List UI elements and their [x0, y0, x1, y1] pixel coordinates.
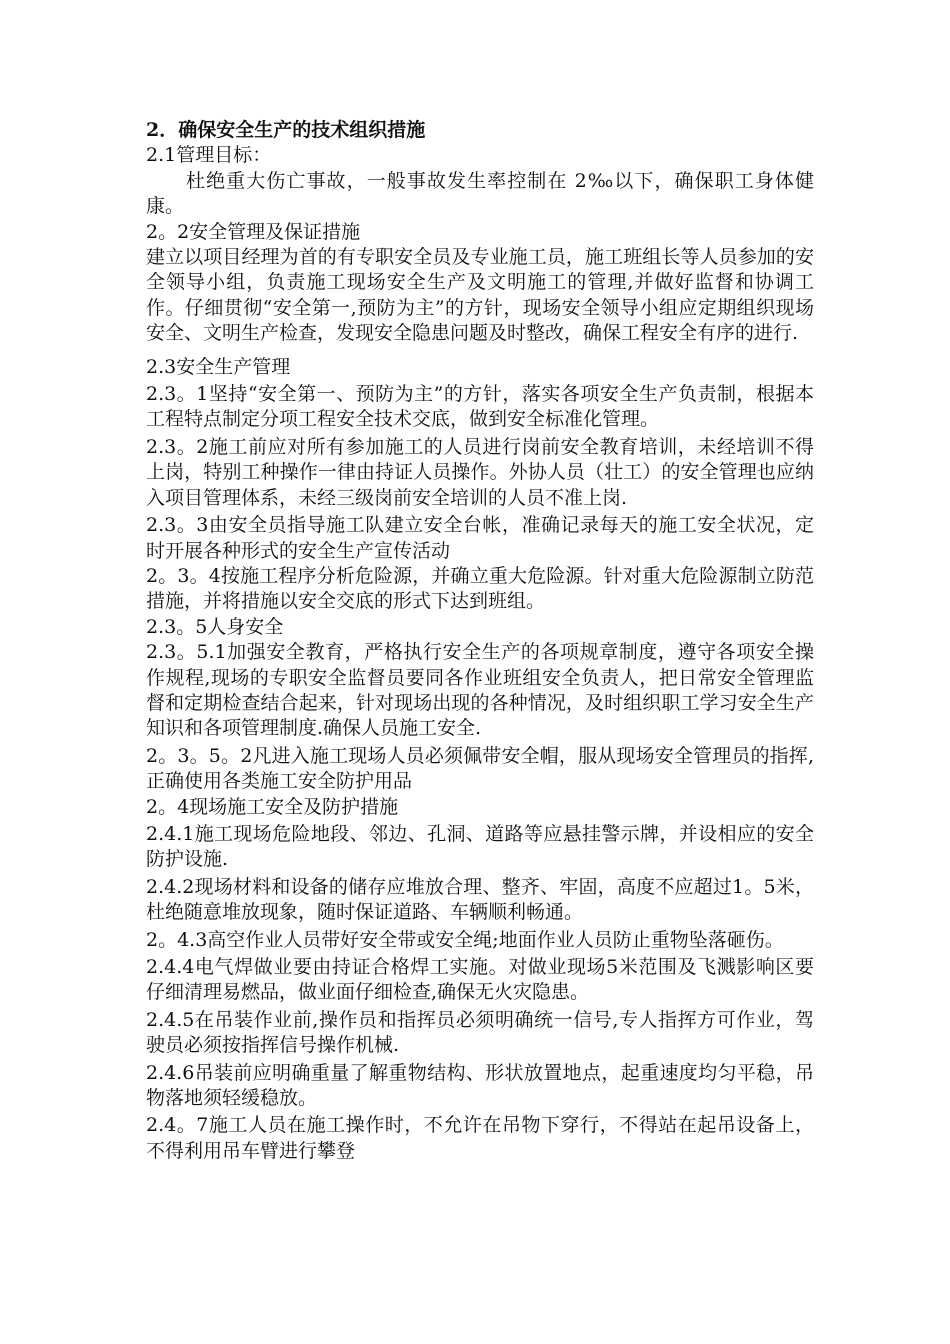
paragraph-2-3-1: 2.3。1坚持“安全第一、预防为主”的方针，落实各项安全生产负责制，根据本工程特点制定分项工程安全技术交底，做到安全标准化管理。 — [146, 383, 814, 431]
paragraph-2-4-1: 2.4.1施工现场危险地段、邻边、孔洞、道路等应悬挂警示牌，并设相应的安全防护设施. — [146, 822, 814, 871]
paragraph-2-3-4: 2。3。4按施工程序分析危险源，并确立重大危险源。针对重大危险源制立防范措施，并将措施以安全交底的形式下达到班组。 — [146, 564, 814, 613]
paragraph-2-4-title: 2。4现场施工安全及防护措施 — [146, 795, 399, 818]
paragraph-2-3-5-1: 2.3。5.1加强安全教育，严格执行安全生产的各项规章制度，遵守各项安全操作规程,现场的专职安全监督员要同各作业班组安全负责人，把日常安全管理监督和定期检查结合起来，针对现场出现的各种情况，及时组织职工学习安全生产知识和各项管理制度.确保人员施工安全. — [146, 641, 814, 740]
paragraph-2-3-2: 2.3。2施工前应对所有参加施工的人员进行岗前安全教育培训，未经培训不得上岗，特别工种操作一律由持证人员操作。外协人员（壮工）的安全管理也应纳入项目管理体系，未经三级岗前安全培训的人员不准上岗. — [146, 435, 814, 509]
paragraph-2-4-2: 2.4.2现场材料和设备的储存应堆放合理、整齐、牢固，高度不应超过1。5米，杜绝随意堆放现象，随时保证道路、车辆顺利畅通。 — [146, 875, 814, 924]
paragraph-2-4-5: 2.4.5在吊装作业前,操作员和指挥员必须明确统一信号,专人指挥方可作业，驾驶员必须按指挥信号操作机械. — [146, 1008, 814, 1057]
paragraph-goal-text: 杜绝重大伤亡事故，一般事故发生率控制在 2‰以下，确保职工身体健康。 — [146, 169, 814, 218]
paragraph-2-4-7: 2.4。7施工人员在施工操作时，不允许在吊物下穿行，不得站在起吊设备上，不得利用吊车臂进行攀登 — [146, 1114, 814, 1162]
paragraph-management-goal: 2.1管理目标： — [146, 144, 272, 167]
paragraph-production-management-title: 2.3安全生产管理 — [146, 355, 291, 378]
paragraph-safety-management-text: 建立以项目经理为首的有专职安全员及专业施工员，施工班组长等人员参加的安全领导小组，负责施工现场安全生产及文明施工的管理,并做好监督和协调工作。仔细贯彻“安全第一,预防为主”的方针，现场安全领导小组应定期组织现场安全、文明生产检查，发现安全隐患问题及时整改，确保工程安全有序的进行. — [146, 246, 814, 345]
paragraph-2-4-4: 2.4.4电气焊做业要由持证合格焊工实施。对做业现场5米范围及飞溅影响区要仔细清理易燃品，做业面仔细检查,确保无火灾隐患。 — [146, 956, 814, 1004]
paragraph-2-4-6: 2.4.6吊装前应明确重量了解重物结构、形状放置地点，起重速度均匀平稳，吊物落地须轻缓稳放。 — [146, 1061, 814, 1110]
document-page — [146, 118, 814, 1164]
paragraph-2-4-3: 2。4.3高空作业人员带好安全带或安全绳;地面作业人员防止重物坠落砸伤。 — [146, 928, 784, 951]
paragraph-2-3-3: 2.3。3由安全员指导施工队建立安全台帐，准确记录每天的施工安全状况，定时开展各种形式的安全生产宣传活动 — [146, 514, 814, 562]
section-heading: 2．确保安全生产的技术组织措施 — [146, 119, 426, 141]
paragraph-2-3-5-2: 2。3。5。2凡进入施工现场人员必须佩带安全帽，服从现场安全管理员的指挥,正确使用各类施工安全防护用品 — [146, 744, 814, 793]
paragraph-safety-management-title: 2。2安全管理及保证措施 — [146, 220, 361, 243]
paragraph-2-3-5: 2.3。5人身安全 — [146, 615, 284, 638]
